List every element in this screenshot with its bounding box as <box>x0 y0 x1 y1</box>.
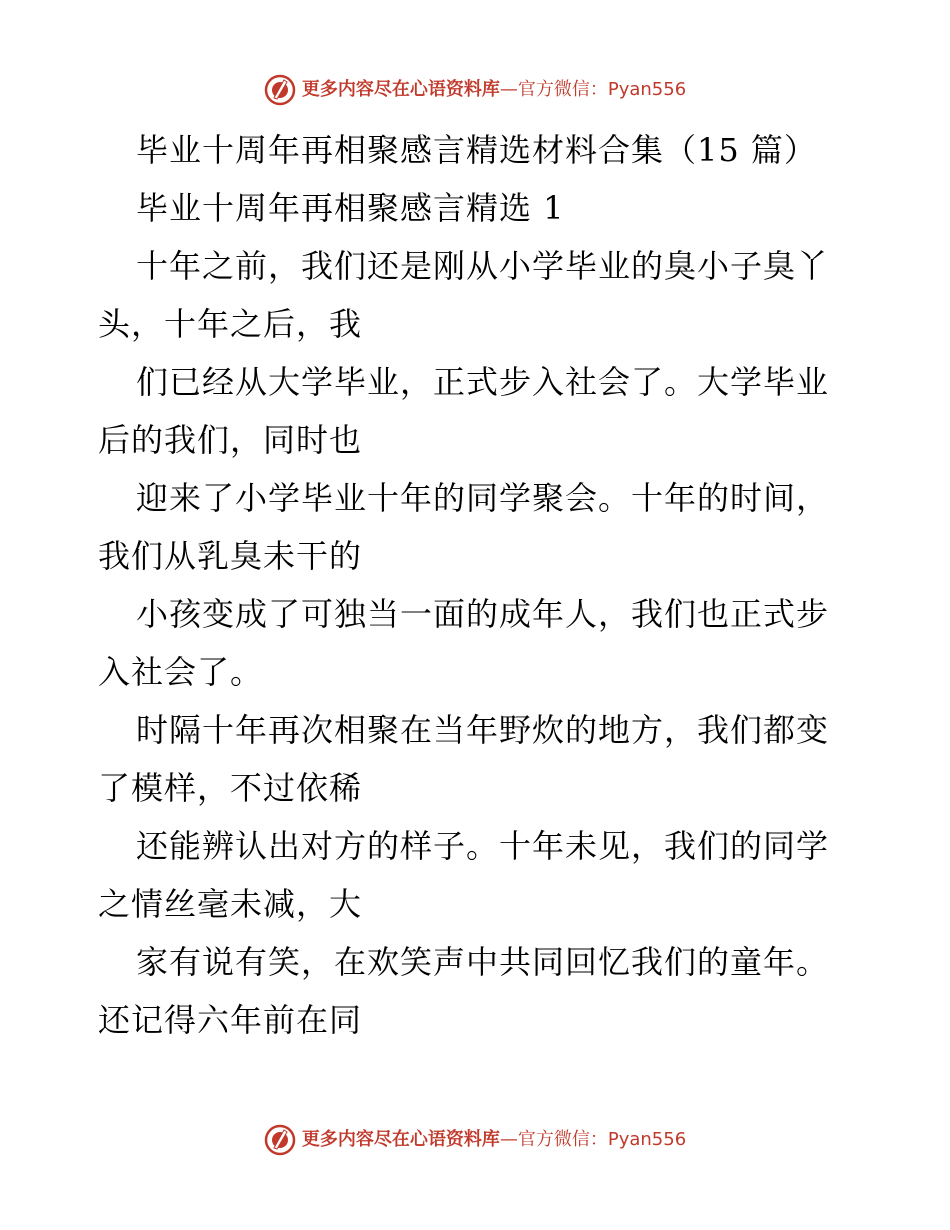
footer-wechat-label: 官方微信： <box>517 1129 608 1150</box>
paragraph-line: 还记得六年前在同 <box>98 1001 363 1039</box>
footer-account: Pyan556 <box>607 1129 687 1150</box>
paragraph-line: 后的我们，同时也 <box>98 421 363 459</box>
header-dash: — <box>499 79 518 100</box>
paragraph-line: 们已经从大学毕业，正式步入社会了。大学毕业 <box>136 363 830 401</box>
pen-logo-icon <box>264 74 296 106</box>
footer-watermark <box>0 1120 950 1160</box>
paragraph-line: 还能辨认出对方的样子。十年未见，我们的同学 <box>136 827 830 865</box>
header-watermark <box>0 70 950 110</box>
paragraph-line: 时隔十年再次相聚在当年野炊的地方，我们都变 <box>136 711 830 749</box>
pen-logo-icon <box>264 1124 296 1156</box>
document-title: 毕业十周年再相聚感言精选材料合集（15 篇） <box>136 131 817 169</box>
paragraph-line: 迎来了小学毕业十年的同学聚会。十年的时间， <box>136 479 830 517</box>
footer-site-text: 更多内容尽在心语资料库 <box>301 1129 500 1150</box>
footer-dash: — <box>499 1129 518 1150</box>
paragraph-line: 了模样，不过依稀 <box>98 769 363 807</box>
document-body <box>98 121 858 1049</box>
paragraph-line: 我们从乳臭未干的 <box>98 537 363 575</box>
document-subtitle: 毕业十周年再相聚感言精选 1 <box>136 189 565 227</box>
paragraph-line: 头，十年之后，我 <box>98 305 363 343</box>
paragraph-line: 之情丝毫未减，大 <box>98 885 363 923</box>
paragraph-line: 小孩变成了可独当一面的成年人，我们也正式步 <box>136 595 830 633</box>
paragraph-line: 入社会了。 <box>98 653 264 691</box>
paragraph-line: 家有说有笑，在欢笑声中共同回忆我们的童年。 <box>136 943 830 981</box>
header-account: Pyan556 <box>607 79 687 100</box>
header-wechat-label: 官方微信： <box>517 79 608 100</box>
header-site-text: 更多内容尽在心语资料库 <box>301 79 500 100</box>
paragraph-line: 十年之前，我们还是刚从小学毕业的臭小子臭丫 <box>136 247 830 285</box>
